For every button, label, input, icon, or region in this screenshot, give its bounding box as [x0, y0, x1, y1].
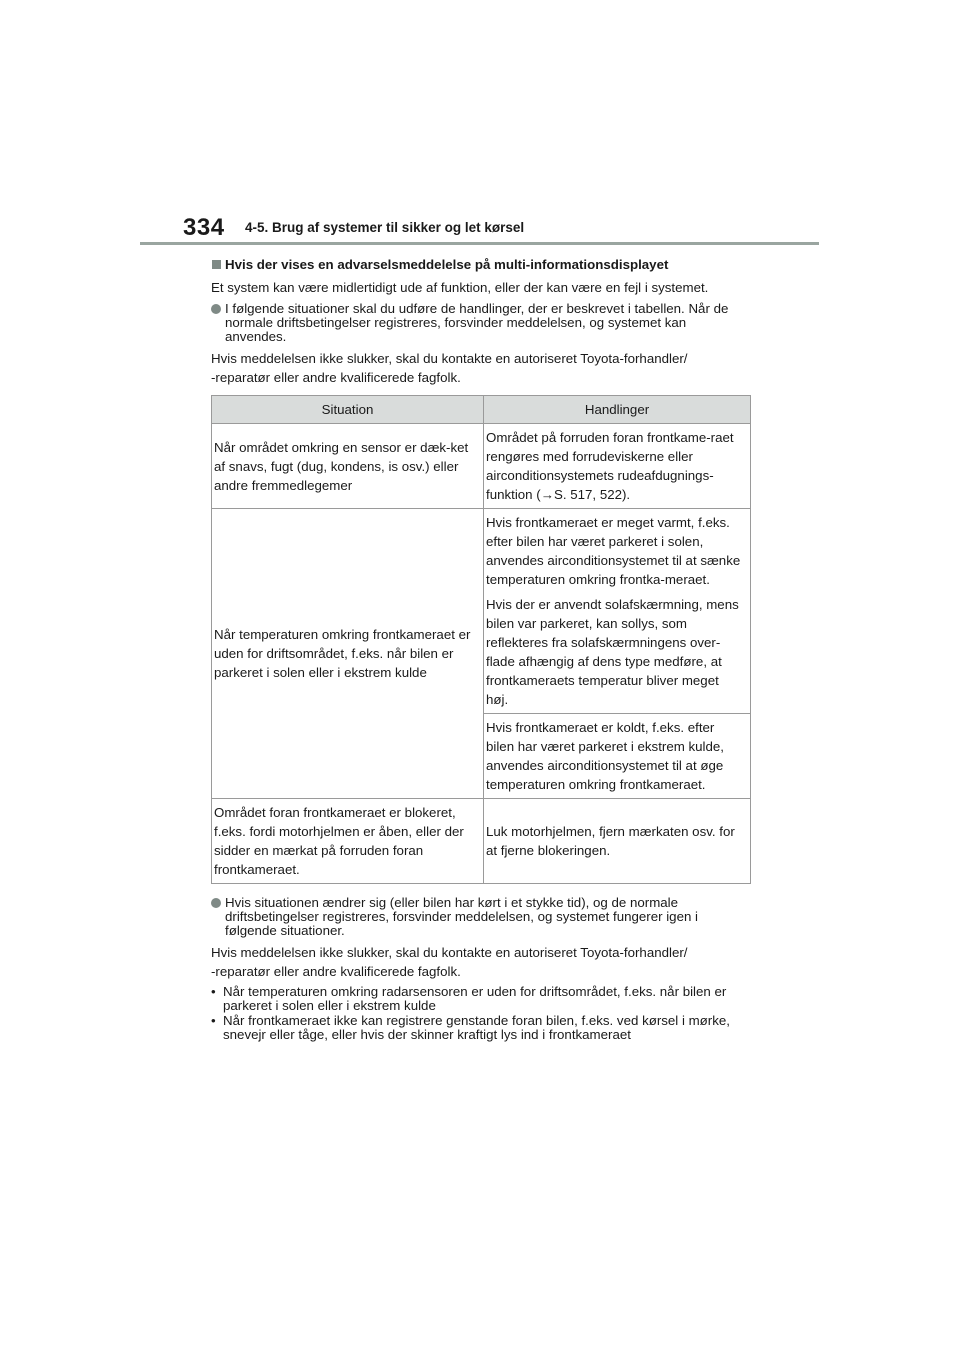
situation-cell: Når temperaturen omkring frontkameraet er uden for driftsområdet, f.eks. når bilen er parkeret i solen eller i ekstrem kulde [212, 509, 484, 799]
section-heading [211, 256, 751, 273]
column-header-situation: Situation [212, 396, 484, 424]
action-paragraph: Hvis frontkameraet er meget varmt, f.eks. efter bilen har været parkeret i solen, anvendes airconditionsystemet til at sænke temperaturen omkring frontka-meraet. [486, 515, 741, 587]
section-heading-text: Hvis der vises en advarselsmeddelelse på multi-informationsdisplayet [225, 257, 669, 272]
dot-marker: • [211, 984, 216, 999]
sub-list [211, 985, 751, 1042]
contact-text-line: -reparatør eller andre kvalificerede fagfolk. [211, 964, 461, 979]
table-row [212, 424, 751, 509]
bullet-item [211, 302, 751, 344]
action-paragraph: Hvis der er anvendt solafskærmning, mens bilen var parkeret, kan sollys, som reflekteres fra solafskærmningens over-flade afhængig af dens type medføre, at frontkameraets temperatur bliver meget høj. [486, 597, 739, 707]
header-divider [140, 242, 819, 245]
situation-table [211, 395, 751, 884]
contact-text-line: Hvis meddelelsen ikke slukker, skal du kontakte en autoriseret Toyota-forhandler/ [211, 351, 688, 366]
action-cell: Området på forruden foran frontkame-raet rengøres med forrudeviskerne eller airconditionsystemets rudeafdugnings-funktion (→S. 517, 522). [484, 424, 751, 509]
bullet-item [211, 896, 751, 938]
list-item [211, 985, 751, 1013]
bullet-text: Hvis situationen ændrer sig (eller bilen har kørt i et stykke tid), og de normale driftsbetingelser registreres, forsvinder meddelelsen, og systemet fungerer igen i følgende situationer. [225, 895, 699, 938]
column-header-actions: Handlinger [484, 396, 751, 424]
table-row [212, 509, 751, 714]
circle-bullet-icon [211, 898, 221, 908]
contact-text-line: -reparatør eller andre kvalificerede fagfolk. [211, 370, 461, 385]
chapter-title: 4-5. Brug af systemer til sikker og let kørsel [245, 220, 525, 235]
situation-cell: Når området omkring en sensor er dæk-ket af snavs, fugt (dug, kondens, is osv.) eller andre fremmedlegemer [212, 424, 484, 509]
list-item [211, 1014, 751, 1042]
bullet-text: I følgende situationer skal du udføre de handlinger, der er beskrevet i tabellen. Når de normale driftsbetingelser registreres, forsvinder meddelelsen, og systemet kan anvendes. [225, 301, 729, 344]
list-item-text: Når frontkameraet ikke kan registrere genstande foran bilen, f.eks. ved kørsel i mørke, snevejr eller tåge, eller hvis der skinner kraftigt lys ind i frontkameraet [223, 1013, 730, 1042]
action-cell: Luk motorhjelmen, fjern mærkaten osv. for at fjerne blokeringen. [484, 799, 751, 884]
table-header-row [212, 396, 751, 424]
action-cell: Hvis frontkameraet er koldt, f.eks. efter bilen har været parkeret i ekstrem kulde, anvendes airconditionsystemet til at øge temperaturen omkring frontkameraet. [484, 714, 751, 799]
square-bullet-icon [212, 260, 221, 269]
page-number: 334 [183, 214, 225, 241]
situation-cell: Området foran frontkameraet er blokeret, f.eks. fordi motorhjelmen er åben, eller der sidder en mærkat på forruden foran frontkameraet. [212, 799, 484, 884]
dot-marker: • [211, 1013, 216, 1028]
list-item-text: Når temperaturen omkring radarsensoren er uden for driftsområdet, f.eks. når bilen er parkeret i solen eller i ekstrem kulde [223, 984, 727, 1013]
circle-bullet-icon [211, 304, 221, 314]
page-content [211, 256, 751, 1043]
intro-text: Et system kan være midlertidigt ude af funktion, eller der kan være en fejl i systemet. [211, 280, 709, 295]
action-cell [484, 509, 751, 714]
table-row [212, 799, 751, 884]
contact-text-line: Hvis meddelelsen ikke slukker, skal du kontakte en autoriseret Toyota-forhandler/ [211, 945, 688, 960]
